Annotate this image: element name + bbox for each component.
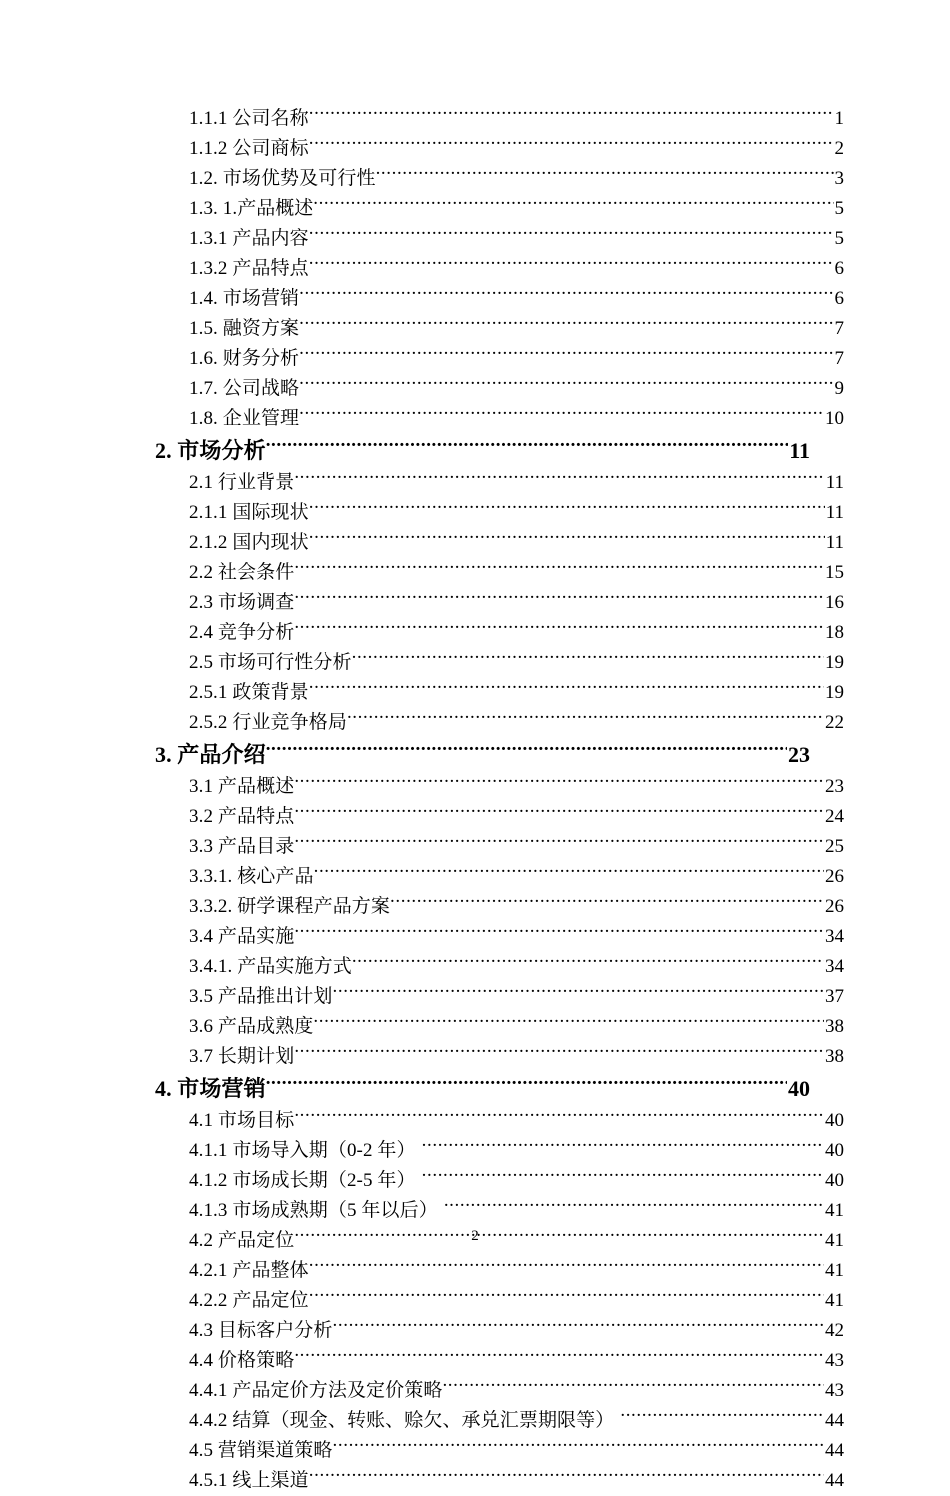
toc-entry[interactable] [155, 1166, 844, 1196]
toc-entry[interactable] [155, 1376, 844, 1406]
toc-entry-page-number: 25 [825, 836, 844, 857]
toc-entry[interactable] [155, 1106, 844, 1136]
toc-entry-page-number: 18 [825, 622, 844, 643]
toc-entry-label: 1.3. 1. [189, 198, 238, 219]
toc-entry-page-number: 40 [825, 1110, 844, 1131]
toc-entry-page-number: 10 [825, 408, 844, 429]
toc-entry-page-number: 7 [834, 348, 844, 369]
toc-entry-page-number: 16 [825, 592, 844, 613]
toc-leader-dots [266, 436, 789, 458]
toc-leader-dots [390, 893, 824, 912]
toc-entry[interactable] [155, 284, 844, 314]
toc-entry-label: 3.1 产品概述 [189, 776, 295, 797]
toc-entry-label: 2. 市场分析 [155, 438, 266, 463]
toc-entry[interactable] [155, 164, 844, 194]
toc-entry[interactable] [155, 344, 844, 374]
toc-entry-label: 2.1 行业背景 [189, 472, 295, 493]
toc-entry-label: 2.5 市场可行性分析 [189, 652, 352, 673]
toc-entry-page-number: 44 [825, 1440, 844, 1461]
toc-leader-dots [614, 1407, 824, 1426]
toc-entry-page-number: 42 [825, 1320, 844, 1341]
toc-entry[interactable] [155, 618, 844, 648]
toc-entry-page-number: 15 [825, 562, 844, 583]
toc-entry[interactable] [155, 678, 844, 708]
toc-entry[interactable] [155, 1406, 844, 1436]
toc-entry-label: 2.1.2 国内现状 [189, 532, 309, 553]
toc-leader-dots [333, 983, 824, 1002]
toc-entry[interactable] [155, 738, 810, 772]
toc-entry-page-number: 11 [825, 472, 844, 493]
toc-entry[interactable] [155, 588, 844, 618]
toc-leader-dots [309, 679, 824, 698]
toc-entry-page-number: 2 [834, 138, 844, 159]
toc-entry-label: 4.3 目标客户分析 [189, 1320, 333, 1341]
toc-entry-label: 3.4.1. 产品实施方式 [189, 956, 352, 977]
toc-leader-dots [347, 709, 824, 728]
toc-leader-dots [294, 803, 824, 822]
toc-entry-label: 1.5. 融资方案 [189, 318, 300, 339]
toc-leader-dots [294, 1043, 824, 1062]
toc-leader-dots [313, 1013, 824, 1032]
toc-entry[interactable] [155, 982, 844, 1012]
toc-entry[interactable] [155, 1316, 844, 1346]
toc-entry-label: 2.2 社会条件 [189, 562, 295, 583]
toc-entry-label: 2.3 市场调查 [189, 592, 295, 613]
toc-entry-page-number: 5 [834, 228, 844, 249]
toc-leader-dots [314, 863, 824, 882]
toc-entry-page-number: 37 [825, 986, 844, 1007]
toc-entry-page-number: 3 [834, 168, 844, 189]
toc-leader-dots [309, 105, 834, 124]
toc-entry-label: 4.2.1 产品整体 [189, 1260, 309, 1281]
toc-entry[interactable] [155, 1346, 844, 1376]
toc-entry-page-number: 41 [825, 1200, 844, 1221]
toc-entry-page-number: 1 [834, 108, 844, 129]
toc-leader-dots [376, 165, 834, 184]
toc-leader-dots [309, 1257, 824, 1276]
toc-entry-label: 4.5.1 线上渠道 [189, 1470, 309, 1491]
toc-entry-page-number: 43 [825, 1350, 844, 1371]
toc-entry-label: 1.3.2 产品特点 [189, 258, 309, 279]
toc-entry[interactable] [155, 558, 844, 588]
toc-leader-dots [313, 195, 833, 214]
toc-leader-dots [266, 1074, 787, 1096]
table-of-contents [155, 104, 844, 1496]
toc-entry[interactable] [155, 1466, 844, 1496]
toc-entry[interactable] [155, 1196, 844, 1226]
toc-entry[interactable] [155, 254, 844, 284]
toc-leader-dots [309, 1467, 824, 1486]
toc-entry-label: 2.5.1 政策背景 [189, 682, 309, 703]
toc-entry-page-number: 41 [825, 1260, 844, 1281]
toc-entry-page-number: 19 [825, 652, 844, 673]
toc-entry[interactable] [155, 648, 844, 678]
toc-entry-label: 4.2.2 产品定位 [189, 1290, 309, 1311]
toc-entry[interactable] [155, 802, 844, 832]
toc-entry-label: 4.1 市场目标 [189, 1110, 295, 1131]
toc-leader-dots [294, 469, 824, 488]
toc-entry[interactable] [155, 404, 844, 434]
toc-entry-label: 3.6 产品成熟度 [189, 1016, 314, 1037]
toc-leader-dots [294, 1347, 824, 1366]
toc-entry[interactable] [155, 1136, 844, 1166]
toc-entry-label: 3.7 长期计划 [189, 1046, 295, 1067]
toc-entry[interactable] [155, 1256, 844, 1286]
toc-entry-label: 3.5 产品推出计划 [189, 986, 333, 1007]
toc-entry-page-number: 6 [834, 258, 844, 279]
toc-entry[interactable] [155, 134, 844, 164]
toc-entry[interactable] [155, 104, 844, 134]
toc-leader-dots [294, 619, 824, 638]
toc-entry[interactable] [155, 922, 844, 952]
toc-entry-page-number: 23 [825, 776, 844, 797]
toc-entry-page-number: 34 [825, 926, 844, 947]
toc-entry-label: 3.4 产品实施 [189, 926, 295, 947]
toc-entry-label: 1.1.2 公司商标 [189, 138, 309, 159]
toc-leader-dots [299, 375, 833, 394]
toc-entry-page-number: 40 [825, 1140, 844, 1161]
toc-leader-dots [299, 405, 824, 424]
toc-leader-dots [352, 649, 824, 668]
toc-entry-label: 2.1.1 国际现状 [189, 502, 309, 523]
toc-entry-label: 4.4.2 结算（现金、转账、赊欠、承兑汇票期限等） [189, 1410, 615, 1431]
toc-entry-label: 4.1.2 市场成长期（2-5 年） [189, 1170, 416, 1191]
toc-entry-label: 4. 市场营销 [155, 1076, 266, 1101]
toc-entry[interactable] [155, 952, 844, 982]
toc-entry-page-number: 26 [825, 866, 844, 887]
toc-entry-label: 1.8. 企业管理 [189, 408, 300, 429]
toc-entry-page-number: 11 [825, 502, 844, 523]
toc-leader-dots [416, 1167, 824, 1186]
toc-entry-label: 1.6. 财务分析 [189, 348, 300, 369]
toc-leader-dots [442, 1377, 824, 1396]
toc-entry[interactable] [155, 434, 810, 468]
toc-entry-label: 1.7. 公司战略 [189, 378, 300, 399]
toc-entry-label: 4.4 价格策略 [189, 1350, 295, 1371]
toc-entry-label: 3.3 产品目录 [189, 836, 295, 857]
toc-entry-label: 4.4.1 产品定价方法及定价策略 [189, 1380, 443, 1401]
toc-entry-label: 1.4. 市场营销 [189, 288, 300, 309]
toc-entry-page-number: 23 [788, 742, 810, 767]
toc-entry[interactable] [155, 194, 844, 224]
toc-entry-page-number: 40 [825, 1170, 844, 1191]
toc-entry-page-number: 22 [825, 712, 844, 733]
toc-entry[interactable] [155, 862, 844, 892]
toc-entry-page-number: 24 [825, 806, 844, 827]
toc-entry[interactable] [155, 468, 844, 498]
toc-entry[interactable] [155, 1042, 844, 1072]
toc-entry-page-number: 7 [834, 318, 844, 339]
toc-leader-dots [352, 953, 824, 972]
toc-entry-label: 4.1.3 市场成熟期（5 年以后） [189, 1200, 438, 1221]
toc-leader-dots [294, 923, 824, 942]
toc-entry-label: 1.2. 市场优势及可行性 [189, 168, 376, 189]
toc-entry-page-number: 26 [825, 896, 844, 917]
toc-leader-dots [294, 833, 824, 852]
toc-entry[interactable] [155, 892, 844, 922]
toc-entry-label: 1.1.1 公司名称 [189, 108, 309, 129]
toc-entry-page-number: 38 [825, 1016, 844, 1037]
toc-entry[interactable] [155, 498, 844, 528]
toc-entry-label: 3.2 产品特点 [189, 806, 295, 827]
toc-entry-label: 4.5 营销渠道策略 [189, 1440, 333, 1461]
toc-leader-dots [416, 1137, 824, 1156]
toc-entry-page-number: 40 [788, 1076, 810, 1101]
toc-leader-dots [294, 589, 824, 608]
toc-entry-page-number: 41 [825, 1290, 844, 1311]
toc-entry[interactable] [155, 1072, 810, 1106]
page-number-footer: 2 [471, 1228, 479, 1244]
toc-leader-dots [309, 255, 834, 274]
toc-entry-page-number: 6 [834, 288, 844, 309]
toc-entry-page-number: 34 [825, 956, 844, 977]
toc-entry[interactable] [155, 1012, 844, 1042]
toc-leader-dots [309, 1287, 824, 1306]
toc-leader-dots [309, 225, 834, 244]
toc-entry-label: 2.4 竞争分析 [189, 622, 295, 643]
toc-entry-page-number: 44 [825, 1410, 844, 1431]
toc-leader-dots [299, 345, 833, 364]
toc-entry-label: 3.3.2. 研学课程产品方案 [189, 896, 391, 917]
toc-entry[interactable] [155, 1286, 844, 1316]
toc-entry-page-number: 41 [825, 1230, 844, 1251]
toc-leader-dots [294, 559, 824, 578]
toc-entry[interactable] [155, 374, 844, 404]
toc-entry-label: 4.1.1 市场导入期（0-2 年） [189, 1140, 416, 1161]
toc-entry-label: 1.3.1 产品内容 [189, 228, 309, 249]
toc-entry-label: 3.3.1. 核心产品 [189, 866, 314, 887]
toc-entry-page-number: 44 [825, 1470, 844, 1491]
toc-leader-dots [438, 1197, 824, 1216]
toc-entry[interactable] [155, 314, 844, 344]
toc-entry-page-number: 11 [825, 532, 844, 553]
toc-entry[interactable] [155, 772, 844, 802]
toc-entry-page-number: 5 [834, 198, 844, 219]
toc-leader-dots [309, 135, 834, 154]
toc-leader-dots [266, 740, 787, 762]
toc-leader-dots [299, 315, 833, 334]
toc-entry-label-emphasis: 产品概述 [237, 198, 314, 219]
toc-entry-label: 3. 产品介绍 [155, 742, 266, 767]
toc-entry[interactable] [155, 224, 844, 254]
toc-entry-label: 4.2 产品定位 [189, 1230, 295, 1251]
toc-leader-dots [309, 529, 825, 548]
toc-entry-page-number: 9 [834, 378, 844, 399]
toc-entry-page-number: 38 [825, 1046, 844, 1067]
toc-entry[interactable] [155, 708, 844, 738]
toc-leader-dots [333, 1317, 824, 1336]
toc-entry[interactable] [155, 528, 844, 558]
toc-entry-page-number: 11 [789, 438, 810, 463]
toc-entry[interactable] [155, 1436, 844, 1466]
toc-entry-label: 2.5.2 行业竞争格局 [189, 712, 347, 733]
toc-entry[interactable] [155, 832, 844, 862]
toc-entry-page-number: 43 [825, 1380, 844, 1401]
toc-entry-page-number: 19 [825, 682, 844, 703]
toc-leader-dots [333, 1437, 824, 1456]
toc-leader-dots [309, 499, 825, 518]
toc-leader-dots [294, 1107, 824, 1126]
toc-leader-dots [294, 773, 824, 792]
toc-leader-dots [299, 285, 833, 304]
